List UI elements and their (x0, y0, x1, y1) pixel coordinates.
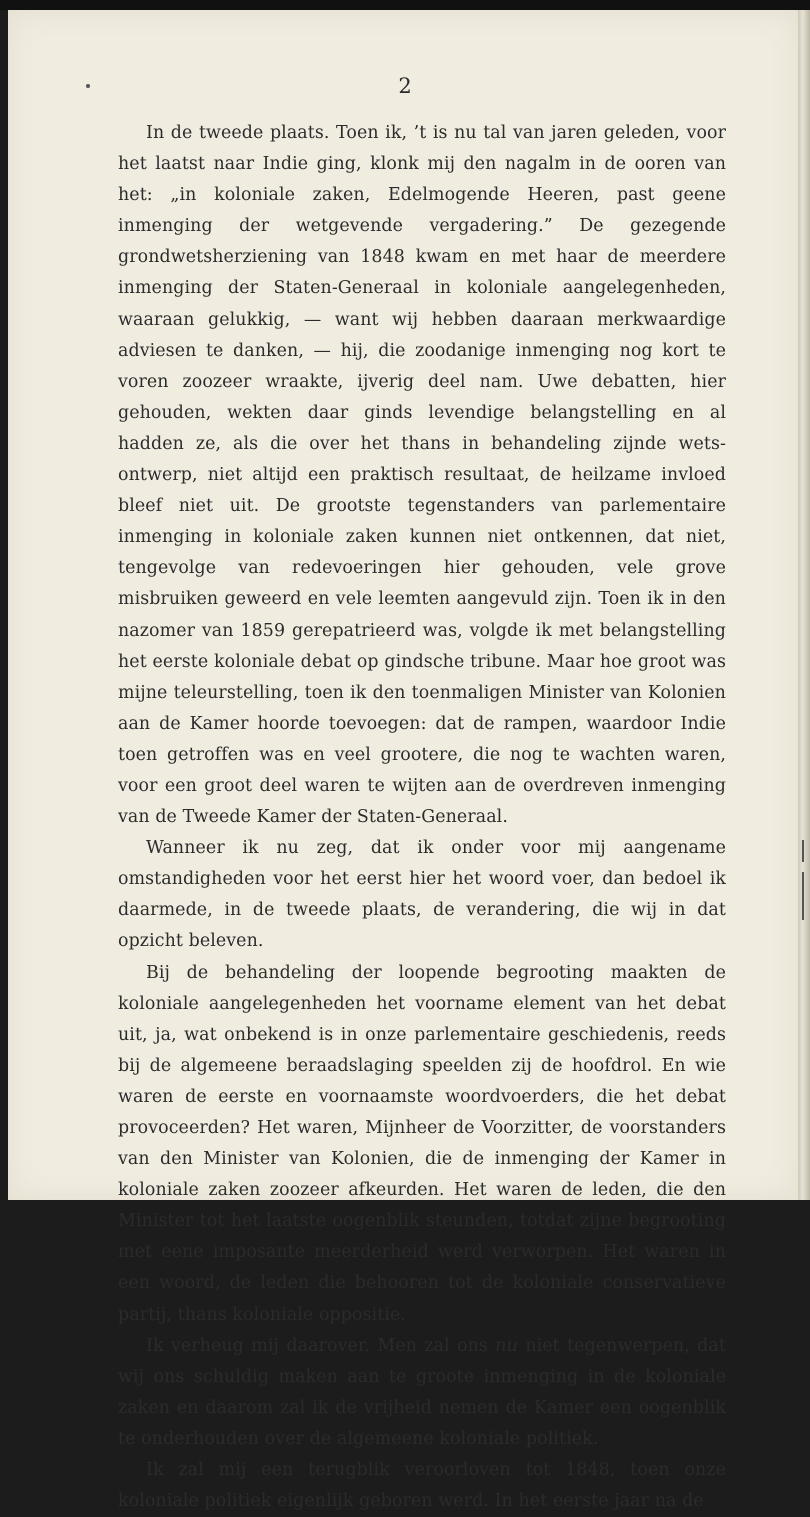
page-edge (798, 10, 810, 1200)
paragraph-text: Ik verheug mij daarover. Men zal ons (146, 1335, 488, 1356)
paragraph: Bij de behandeling der loopende begrooting maakten de koloniale aangelegenheden het voorname element van het debat uit, ja, wat onbekend is in onze parlementaire geschiedenis, reeds bij de algemeene beraadslaging speelden zij de hoofdrol. En wie waren de eerste en voornaamste woordvoerders, die het debat provoceerden? Het waren, Mijnheer de Voorzitter, de voorstanders van den Minister van Kolonien, die de inmenging der Kamer in koloniale zaken zoozeer afkeurden. Het waren de leden, die den Minister tot het laatste oogenblik steunden, totdat zijne begrooting met eene imposante meerderheid werd verworpen. Het waren in een woord, de leden die behooren tot de koloniale conservatieve partij, thans koloniale oppositie. (118, 962, 726, 1325)
paragraph: Ik zal mij een terugblik veroorloven tot 1848, toen onze koloniale politiek eigenlijk geboren werd. In het eerste jaar na de (118, 1460, 726, 1512)
edge-mark (802, 872, 804, 920)
paragraph: In de tweede plaats. Toen ik, ’t is nu tal van jaren geleden, voor het laatst naar Indie ging, klonk mij den nagalm in de ooren van het: „in koloniale zaken, Edelmogende Heeren, past geene inmenging der wetgevende vergadering.” De gezegende grondwetsherziening van 1848 kwam en met haar de meerdere inmenging der Staten-Generaal in koloniale aangelegenheden, waaraan gelukkig, — want wij hebben daaraan merkwaardige adviesen te danken, — hij, die zoodanige inmenging nog kort te voren zoozeer wraakte, ijverig deel nam. Uwe debatten, hier gehouden, wekten daar ginds levendige belangstelling en al hadden ze, als die over het thans in behandeling zijnde wets-ontwerp, niet altijd een praktisch resultaat, de heilzame invloed bleef niet uit. De grootste tegenstanders van parlementaire inmenging in koloniale zaken kunnen niet ontkennen, dat niet, tengevolge van redevoeringen hier gehouden, vele grove misbruiken geweerd en vele leemten aangevuld zijn. Toen ik in den nazomer van 1859 gerepatrieerd was, volgde ik met belangstelling het eerste koloniale debat op gindsche tribune. Maar hoe groot was mijne teleurstelling, toen ik den toenmaligen Minister van Kolonien aan de Kamer hoorde toevoegen: dat de rampen, waardoor Indie toen getroffen was en veel grootere, die nog te wachten waren, voor een groot deel waren te wijten aan de overdreven inmenging van de Tweede Kamer der Staten-Generaal. (118, 123, 726, 828)
paragraph-text: niet tegenwerpen, dat wij ons schuldig maken aan te groote inmenging in de koloniale zaken en daarom zal ik de vrijheid nemen de Kamer een oogenblik te onderhouden over de algemeene koloniale politiek. (118, 1335, 726, 1449)
paragraph (118, 1331, 726, 1455)
page-number: 2 (398, 74, 412, 98)
emphasized-word: nu (495, 1335, 518, 1356)
edge-mark (802, 840, 804, 862)
paragraph: Wanneer ik nu zeg, dat ik onder voor mij aangename omstandigheden voor het eerst hier het woord voer, dan bedoel ik daarmede, in de tweede plaats, de verandering, die wij in dat opzicht beleven. (118, 838, 726, 952)
body-text (118, 118, 726, 1517)
scan-frame-top (0, 0, 810, 10)
